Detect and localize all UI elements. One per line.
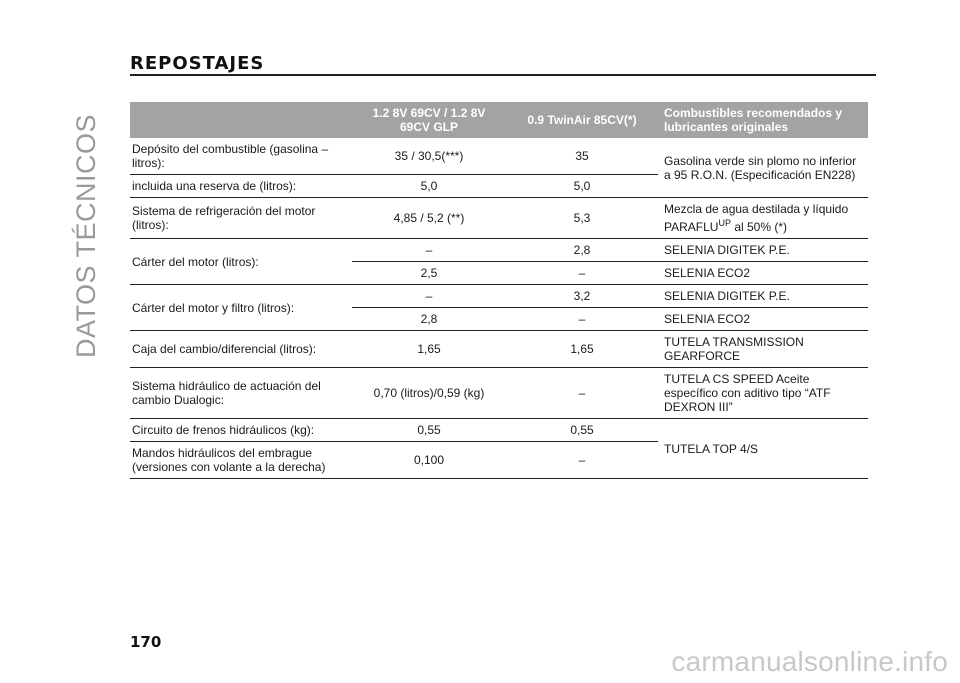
recommendation: SELENIA DIGITEK P.E.: [658, 239, 868, 262]
table-row: [130, 239, 868, 262]
value-engine-1-2: 1,65: [352, 331, 506, 368]
row-label: Depósito del combustible (gasolina – litros):: [130, 138, 352, 175]
recommendation: SELENIA DIGITEK P.E.: [658, 285, 868, 308]
value-engine-1-2: –: [352, 285, 506, 308]
section-title: REPOSTAJES: [130, 53, 265, 74]
row-label: Sistema de refrigeración del motor (litros):: [130, 198, 352, 239]
coolant-rec-text: Mezcla de agua destilada y líquido PARAFLU: [664, 202, 849, 234]
table-row: [130, 138, 868, 175]
table-row: [130, 285, 868, 308]
title-rule: [130, 74, 876, 76]
header-engine-0-9: 0.9 TwinAir 85CV(*): [506, 102, 658, 138]
value-engine-1-2: 35 / 30,5(***): [352, 138, 506, 175]
value-engine-0-9: 3,2: [506, 285, 658, 308]
row-label: Mandos hidráulicos del embrague (versiones con volante a la derecha): [130, 442, 352, 479]
recommendation: SELENIA ECO2: [658, 308, 868, 331]
value-engine-0-9: –: [506, 442, 658, 479]
watermark: carmanualsonline.info: [671, 646, 948, 677]
value-engine-1-2: 0,55: [352, 419, 506, 442]
value-engine-0-9: –: [506, 368, 658, 419]
value-engine-1-2: 0,70 (litros)/0,59 (kg): [352, 368, 506, 419]
value-engine-0-9: –: [506, 308, 658, 331]
coolant-recommendation: [658, 198, 868, 239]
value-engine-1-2: 4,85 / 5,2 (**): [352, 198, 506, 239]
side-section-title: DATOS TÉCNICOS: [70, 113, 101, 359]
value-engine-0-9: 5,0: [506, 175, 658, 198]
table-row: [130, 198, 868, 239]
recommendation: SELENIA ECO2: [658, 262, 868, 285]
value-engine-0-9: 0,55: [506, 419, 658, 442]
fuel-recommendation: Gasolina verde sin plomo no inferior a 95 R.O.N. (Especificación EN228): [658, 138, 868, 198]
value-engine-0-9: 5,3: [506, 198, 658, 239]
header-recommended: Combustibles recomendados y lubricantes originales: [658, 102, 868, 138]
table-row: [130, 368, 868, 419]
row-label: Sistema hidráulico de actuación del cambio Dualogic:: [130, 368, 352, 419]
brake-recommendation: TUTELA TOP 4/S: [658, 419, 868, 479]
coolant-rec-suffix: al 50% (*): [730, 220, 788, 234]
row-label: Cárter del motor (litros):: [130, 239, 352, 285]
recommendation: TUTELA TRANSMISSION GEARFORCE: [658, 331, 868, 368]
header-engine-1-2: 1.2 8V 69CV / 1.2 8V 69CV GLP: [352, 102, 506, 138]
coolant-rec-superscript: UP: [718, 218, 731, 228]
page-number: 170: [130, 633, 162, 651]
table-row: [130, 419, 868, 442]
value-engine-1-2: 2,5: [352, 262, 506, 285]
value-engine-0-9: 2,8: [506, 239, 658, 262]
value-engine-0-9: 35: [506, 138, 658, 175]
refuelling-table: [130, 102, 868, 479]
table-row: [130, 331, 868, 368]
row-label: Circuito de frenos hidráulicos (kg):: [130, 419, 352, 442]
table-header-row: [130, 102, 868, 138]
row-label: Cárter del motor y filtro (litros):: [130, 285, 352, 331]
value-engine-0-9: –: [506, 262, 658, 285]
row-label: incluida una reserva de (litros):: [130, 175, 352, 198]
recommendation: TUTELA CS SPEED Aceite específico con aditivo tipo “ATF DEXRON III”: [658, 368, 868, 419]
header-empty: [130, 102, 352, 138]
value-engine-1-2: –: [352, 239, 506, 262]
row-label: Caja del cambio/diferencial (litros):: [130, 331, 352, 368]
value-engine-1-2: 0,100: [352, 442, 506, 479]
value-engine-0-9: 1,65: [506, 331, 658, 368]
value-engine-1-2: 5,0: [352, 175, 506, 198]
value-engine-1-2: 2,8: [352, 308, 506, 331]
